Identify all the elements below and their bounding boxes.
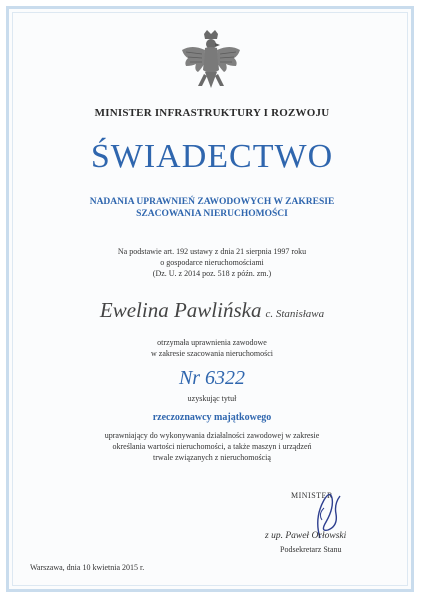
received-statement bbox=[0, 337, 424, 359]
polish-eagle-icon bbox=[178, 30, 244, 100]
certificate-subtitle bbox=[0, 196, 424, 220]
minister-label: MINISTER bbox=[291, 491, 333, 500]
legal-line-3: (Dz. U. z 2014 poz. 518 z późn. zm.) bbox=[152, 269, 272, 278]
subtitle-line-2: SZACOWANIA NIERUCHOMOŚCI bbox=[136, 209, 288, 219]
holder bbox=[0, 298, 424, 323]
legal-line-2: o gospodarce nieruchomościami bbox=[160, 258, 264, 267]
holder-father-name: c. Stanisława bbox=[265, 308, 325, 320]
entitling-line-3: trwale związanych z nieruchomością bbox=[153, 453, 271, 462]
entitlement-description bbox=[0, 430, 424, 463]
entitling-line-1: uprawniający do wykonywania działalności zawodowej w zakresie bbox=[104, 431, 320, 440]
received-line-2: w zakresie szacowania nieruchomości bbox=[151, 349, 273, 358]
professional-title: rzeczoznawcy majątkowego bbox=[152, 412, 272, 423]
obtaining-title: uzyskując tytuł bbox=[187, 394, 237, 403]
certificate-number: Nr 6322 bbox=[178, 367, 246, 389]
legal-basis bbox=[0, 246, 424, 279]
entitling-line-2: określania wartości nieruchomości, a także maszyn i urządzeń bbox=[112, 442, 312, 451]
legal-line-1: Na podstawie art. 192 ustawy z dnia 21 sierpnia 1997 roku bbox=[117, 247, 307, 256]
holder-name: Ewelina Pawlińska bbox=[99, 298, 262, 322]
place-and-date: Warszawa, dnia 10 kwietnia 2015 r. bbox=[30, 563, 145, 572]
signer-role: Podsekretarz Stanu bbox=[280, 545, 342, 554]
issuing-authority: MINISTER INFRASTRUKTURY I ROZWOJU bbox=[94, 107, 330, 119]
received-line-1: otrzymała uprawnienia zawodowe bbox=[157, 338, 267, 347]
signer-name: z up. Paweł Orłowski bbox=[265, 531, 347, 541]
certificate-title: ŚWIADECTWO bbox=[90, 138, 334, 175]
subtitle-line-1: NADANIA UPRAWNIEŃ ZAWODOWYCH W ZAKRESIE bbox=[89, 197, 335, 207]
